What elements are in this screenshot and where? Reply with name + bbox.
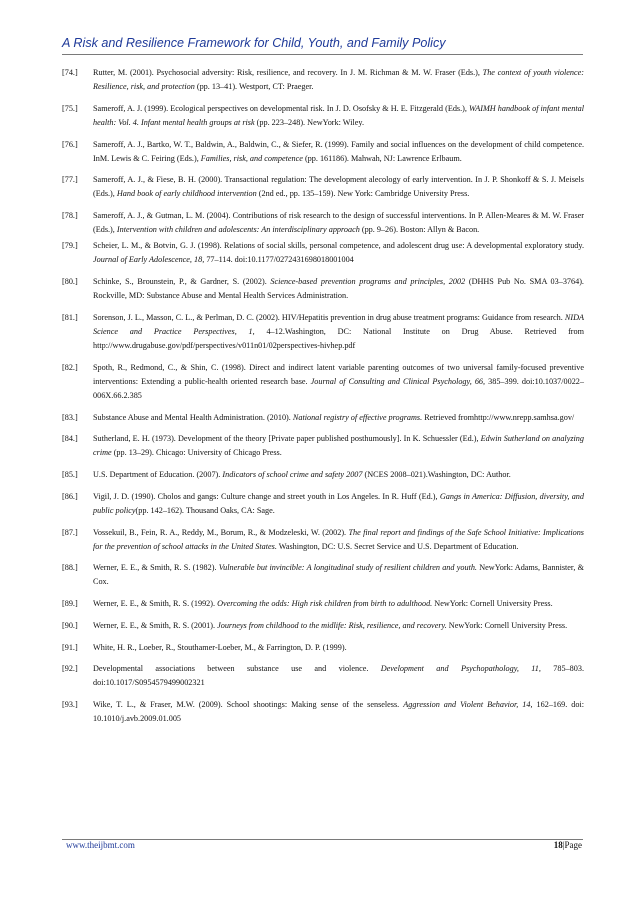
reference-text-run: (pp. 223–248). NewYork: Wiley.: [254, 117, 364, 127]
reference-number: [78.]: [62, 211, 78, 221]
reference-number: [83.]: [62, 412, 78, 422]
reference-text-run: Scheier, L. M., & Botvin, G. J. (1998). Relations of social skills, personal competence, and adolescent drug use: A developmental exploratory study.: [93, 241, 584, 251]
reference-title-italic: Families, risk, and competence: [200, 153, 303, 163]
reference-number: [90.]: [62, 620, 78, 630]
reference-title-italic: The context of youth violence: Resilience, risk, and protection: [93, 68, 584, 92]
reference-text: [93, 311, 584, 353]
reference-entry: [62, 102, 584, 130]
reference-text-run: 162–169. doi: 10.1010/j.avb.2009.01.005: [93, 699, 584, 724]
reference-entry: [62, 432, 584, 460]
reference-number: [86.]: [62, 491, 78, 501]
reference-text-run: (pp. 142–162). Thousand Oaks, CA: Sage.: [135, 505, 275, 515]
reference-text: [93, 432, 584, 460]
reference-number: [93.]: [62, 699, 78, 709]
reference-text-run: Vigil, J. D. (1990). Cholos and gangs: Culture change and street youth in Los Angeles. In R. Huff (Ed.),: [93, 491, 440, 501]
reference-entry: [62, 361, 584, 403]
reference-number: [92.]: [62, 664, 78, 674]
reference-text-run: Developmental associations between substance use and violence.: [93, 664, 381, 674]
reference-title-italic: Indicators of school crime and safety 2007: [222, 470, 363, 480]
reference-number: [77.]: [62, 175, 78, 185]
reference-title-italic: Hand book of early childhood intervention: [116, 189, 257, 199]
reference-number: [79.]: [62, 241, 78, 251]
reference-text-run: (NCES 2008–021).Washington, DC: Author.: [362, 470, 511, 480]
reference-title-italic: Journal of Early Adolescence, 18,: [93, 255, 205, 265]
reference-text-run: Wike, T. L., & Fraser, M.W. (2009). School shootings: Making sense of the senseless.: [93, 699, 404, 709]
reference-number: [76.]: [62, 139, 78, 149]
reference-number: [74.]: [62, 68, 78, 77]
reference-entry: [62, 239, 584, 267]
reference-number: [88.]: [62, 563, 78, 573]
reference-number: [80.]: [62, 277, 78, 287]
reference-title-italic: Development and Psychopathology, 11,: [380, 664, 541, 674]
reference-text: [93, 138, 584, 166]
reference-entry: [62, 561, 584, 589]
reference-entry: [62, 311, 584, 353]
reference-entry: [62, 275, 584, 303]
reference-number: [82.]: [62, 362, 78, 372]
reference-text-run: Rutter, M. (2001). Psychosocial adversity: Risk, resilience, and recovery. In J. M. Richman & M. W. Fraser (Eds.),: [93, 68, 483, 77]
reference-number: [85.]: [62, 470, 78, 480]
reference-title-italic: Gangs in America: Diffusion, diversity, and public policy: [93, 491, 584, 515]
reference-entry: [62, 490, 584, 518]
reference-title-italic: Edwin Sutherland on analyzing crime: [93, 434, 584, 458]
reference-entry: [62, 173, 584, 201]
reference-entry: [62, 597, 584, 611]
reference-text-run: Sameroff, A. J. (1999). Ecological perspectives on developmental risk. In J. D. Osofsky & H. E. Fitzgerald (Eds.),: [93, 103, 469, 113]
reference-title-italic: National registry of effective programs.: [292, 412, 423, 422]
reference-text-run: White, H. R., Loeber, R., Stouthamer-Loeber, M., & Farrington, D. P. (1999).: [93, 642, 347, 652]
reference-entry: [62, 698, 584, 726]
reference-text-run: (2nd ed., pp. 135–159). New York: Cambridge University Press.: [256, 189, 470, 199]
reference-entry: [62, 66, 584, 94]
reference-text-run: Werner, E. E., & Smith, R. S. (2001).: [93, 620, 218, 630]
reference-text: [93, 662, 584, 690]
reference-text-run: Sameroff, A. J., & Fiese, B. H. (2000). Transactional regulation: The development alecology of early intervention. In J. P. Shonkoff & S. J. Meisels (Eds.),: [93, 175, 584, 199]
reference-text: [93, 561, 584, 589]
reference-text-run: Retrieved fromhttp://www.nrepp.samhsa.gov/: [422, 412, 575, 422]
reference-entry: [62, 209, 584, 237]
reference-text-run: 77–114. doi:10.1177/0272431698018001004: [204, 255, 354, 265]
reference-text-run: (pp. 13–41). Westport, CT: Praeger.: [194, 82, 314, 92]
reference-text: [93, 641, 584, 655]
reference-text-run: NewYork: Cornell University Press.: [446, 620, 568, 630]
footer-page-number: [554, 840, 582, 850]
reference-text-run: Werner, E. E., & Smith, R. S. (1982).: [93, 563, 219, 573]
reference-text: [93, 361, 584, 403]
reference-title-italic: WAIMH handbook of infant mental health: Vol. 4. Infant mental health groups at risk: [93, 103, 584, 127]
reference-text-run: NewYork: Adams, Bannister, & Cox.: [93, 563, 585, 587]
reference-text: [93, 619, 584, 633]
reference-title-italic: NIDA Science and Practice Perspectives, 1,: [93, 312, 584, 336]
footer-divider: [62, 839, 583, 840]
reference-number: [75.]: [62, 103, 78, 113]
reference-number: [81.]: [62, 312, 78, 322]
reference-title-italic: Aggression and Violent Behavior, 14,: [403, 699, 533, 709]
reference-entry: [62, 138, 584, 166]
page-number: 18: [553, 840, 563, 850]
reference-text: [93, 66, 584, 94]
reference-entry: [62, 641, 584, 655]
reference-text-run: (pp. 9–26). Boston: Allyn & Bacon.: [359, 225, 480, 235]
reference-text-run: 785–803. doi:10.1017/S0954579499002321: [93, 664, 584, 688]
reference-text: [93, 173, 584, 201]
reference-text-run: (pp. 13–29). Chicago: University of Chicago Press.: [111, 448, 282, 458]
reference-text: [93, 468, 584, 482]
running-header-title: A Risk and Resilience Framework for Child, Youth, and Family Policy: [62, 36, 446, 50]
reference-entry: [62, 662, 584, 690]
reference-title-italic: Intervention with children and adolescents: An interdisciplinary approach: [116, 225, 360, 235]
reference-text-run: Sutherland, E. H. (1973). Development of the theory [Private paper published posthumously]. In K. Schuessler (Ed.),: [93, 434, 481, 444]
reference-text: [93, 411, 584, 425]
reference-text-run: Sameroff, A. J., Bartko, W. T., Baldwin, A., Baldwin, C., & Siefer, R. (1999). Family and social influences on the development of child competence. InM. Lewis & C. Feiring (Eds.),: [93, 139, 584, 163]
reference-text-run: Sorenson, J. L., Masson, C. L., & Perlman, D. C. (2002). HIV/Hepatitis prevention in drug abuse treatment programs: Guidance from research.: [93, 312, 565, 322]
reference-list: [62, 66, 584, 734]
reference-title-italic: Overcoming the odds: High risk children from birth to adulthood.: [217, 599, 433, 609]
reference-text: [93, 102, 584, 130]
reference-title-italic: Vulnerable but invincible: A longitudinal study of resilient children and youth.: [218, 563, 477, 573]
reference-text-run: NewYork: Cornell University Press.: [432, 599, 553, 609]
reference-text-run: (DHHS Pub No. SMA 03–3764). Rockville, MD: Substance Abuse and Mental Health Services Administration.: [93, 277, 584, 301]
reference-text-run: Schinke, S., Brounstein, P., & Gardner, S. (2002).: [93, 277, 271, 287]
reference-title-italic: Journeys from childhood to the midlife: Risk, resilience, and recovery.: [217, 620, 447, 630]
reference-text: [93, 526, 584, 554]
reference-title-italic: Science-based prevention programs and principles, 2002: [270, 277, 466, 287]
reference-text: [93, 209, 584, 237]
reference-title-italic: Journal of Consulting and Clinical Psychology, 66,: [310, 376, 486, 386]
reference-text-run: U.S. Department of Education. (2007).: [93, 470, 223, 480]
reference-text: [93, 597, 584, 611]
reference-number: [87.]: [62, 527, 78, 537]
reference-entry: [62, 411, 584, 425]
reference-text-run: 385–399. doi:10.1037/0022–006X.66.2.385: [93, 376, 584, 400]
reference-text: [93, 698, 584, 726]
reference-text-run: Substance Abuse and Mental Health Administration. (2010).: [93, 412, 293, 422]
reference-text-run: Washington, DC: U.S. Secret Service and U.S. Department of Education.: [276, 541, 519, 551]
reference-entry: [62, 619, 584, 633]
reference-entry: [62, 468, 584, 482]
reference-entry: [62, 526, 584, 554]
reference-text: [93, 239, 584, 267]
reference-text-run: Vossekuil, B., Fein, R. A., Reddy, M., Borum, R., & Modzeleski, W. (2002).: [93, 527, 349, 537]
reference-number: [89.]: [62, 599, 78, 609]
reference-number: [91.]: [62, 642, 78, 652]
reference-text: [93, 275, 584, 303]
reference-text-run: (pp. 161186). Mahwah, NJ: Lawrence Erlbaum.: [302, 153, 462, 163]
header-divider: [62, 54, 583, 55]
reference-text-run: Sameroff, A. J., & Gutman, L. M. (2004). Contributions of risk research to the design of successful interventions. In P. Allen-Meares & M. W. Fraser (Eds.),: [93, 211, 584, 235]
reference-text-run: Spoth, R., Redmond, C., & Shin, C. (1998). Direct and indirect latent variable parenting outcomes of two universal family-focused preventive interventions: Extending a public-health oriented research base.: [93, 362, 584, 386]
reference-text: [93, 490, 584, 518]
reference-title-italic: The final report and findings of the Safe School Initiative: Implications for the prevention of school attacks in the United States.: [93, 527, 584, 551]
page-label: |Page: [562, 840, 582, 850]
reference-text-run: 4–12.Washington, DC: National Institute on Drug Abuse. Retrieved from http://www.drugabuse.gov/pdf/perspectives/v011n01/02perspectives-hivhep.pdf: [93, 326, 584, 351]
reference-text-run: Werner, E. E., & Smith, R. S. (1992).: [93, 599, 218, 609]
reference-number: [84.]: [62, 434, 78, 444]
footer-journal-url[interactable]: www.theijbmt.com: [66, 840, 135, 850]
